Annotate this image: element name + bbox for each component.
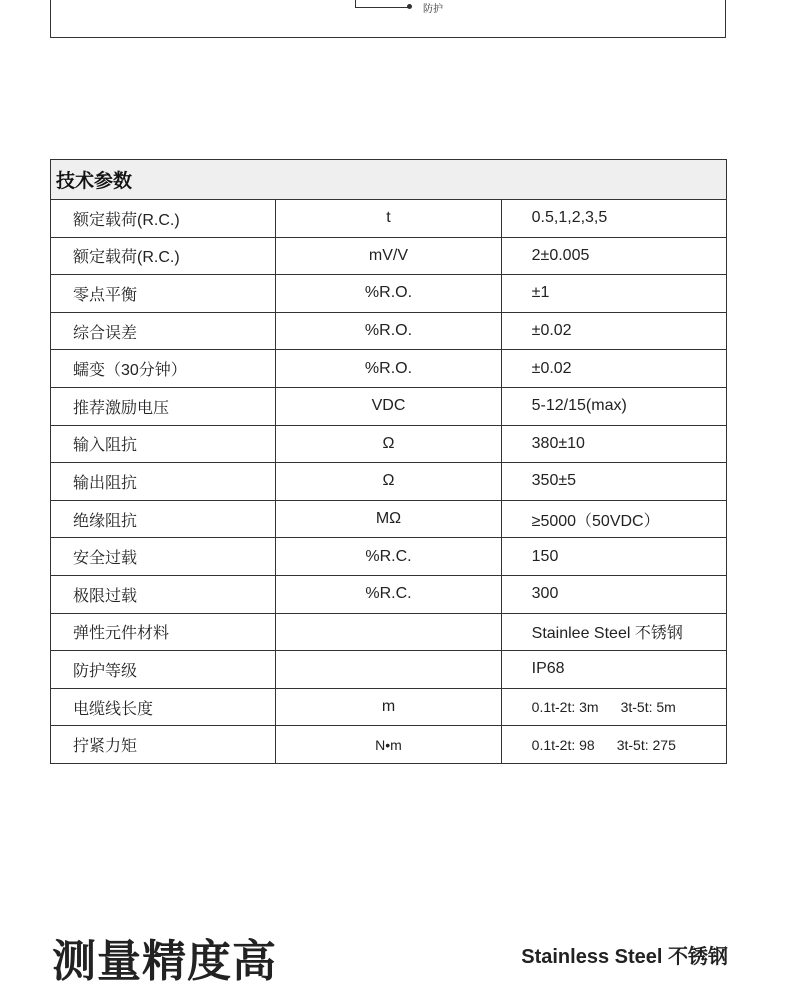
param-cell: 推荐激励电压 <box>51 387 276 425</box>
table-row <box>51 463 727 501</box>
param-cell: 电缆线长度 <box>51 688 276 726</box>
value-part: 0.1t-2t: 3m <box>531 699 599 716</box>
value-cell: 150 <box>501 538 726 576</box>
param-cell: 拧紧力矩 <box>51 726 276 764</box>
unit-cell: VDC <box>276 387 501 425</box>
spec-table-header-row <box>51 160 727 200</box>
param-cell: 防护等级 <box>51 651 276 689</box>
material-caption: Stainless Steel 不锈钢 <box>521 946 728 968</box>
param-cell: 输入阻抗 <box>51 425 276 463</box>
value-cell: 0.5,1,2,3,5 <box>501 200 726 238</box>
value-cell: ≥5000（50VDC） <box>501 500 726 538</box>
table-row <box>51 425 727 463</box>
unit-cell: %R.C. <box>276 538 501 576</box>
table-row <box>51 726 727 764</box>
param-cell: 额定载荷(R.C.) <box>51 200 276 238</box>
param-cell: 弹性元件材料 <box>51 613 276 651</box>
table-row <box>51 538 727 576</box>
unit-cell <box>276 613 501 651</box>
value-cell: ±1 <box>501 275 726 313</box>
value-cell: 2±0.005 <box>501 237 726 275</box>
unit-cell: %R.C. <box>276 575 501 613</box>
table-row <box>51 500 727 538</box>
value-cell <box>501 688 726 726</box>
table-row <box>51 350 727 388</box>
unit-cell: MΩ <box>276 500 501 538</box>
value-cell <box>501 726 726 764</box>
value-cell: 350±5 <box>501 463 726 501</box>
value-cell: ±0.02 <box>501 350 726 388</box>
param-cell: 安全过载 <box>51 538 276 576</box>
diagram-leader-line <box>355 0 408 8</box>
param-cell: 绝缘阻抗 <box>51 500 276 538</box>
leader-dot-icon <box>407 4 412 9</box>
value-cell: ±0.02 <box>501 312 726 350</box>
table-row <box>51 312 727 350</box>
unit-cell: Ω <box>276 425 501 463</box>
unit-cell <box>276 651 501 689</box>
table-row <box>51 275 727 313</box>
table-row <box>51 688 727 726</box>
unit-cell: %R.O. <box>276 275 501 313</box>
value-cell: Stainlee Steel 不锈钢 <box>501 613 726 651</box>
unit-cell: m <box>276 688 501 726</box>
table-row <box>51 613 727 651</box>
param-cell: 综合误差 <box>51 312 276 350</box>
unit-cell: %R.O. <box>276 312 501 350</box>
table-row <box>51 575 727 613</box>
param-cell: 极限过载 <box>51 575 276 613</box>
table-row <box>51 387 727 425</box>
value-cell: IP68 <box>501 651 726 689</box>
spec-table <box>50 159 727 764</box>
value-cell: 380±10 <box>501 425 726 463</box>
table-row <box>51 237 727 275</box>
param-cell: 输出阻抗 <box>51 463 276 501</box>
unit-cell: Ω <box>276 463 501 501</box>
table-row <box>51 651 727 689</box>
param-cell: 零点平衡 <box>51 275 276 313</box>
param-cell: 蠕变（30分钟） <box>51 350 276 388</box>
unit-cell: mV/V <box>276 237 501 275</box>
value-cell: 300 <box>501 575 726 613</box>
section-headline: 测量精度高 <box>52 937 277 986</box>
unit-cell: N•m <box>276 726 501 764</box>
param-cell: 额定载荷(R.C.) <box>51 237 276 275</box>
unit-cell: %R.O. <box>276 350 501 388</box>
value-part: 3t-5t: 5m <box>620 699 676 716</box>
spec-table-title: 技术参数 <box>51 160 727 200</box>
diagram-label: 防护 <box>423 4 443 15</box>
value-part: 0.1t-2t: 98 <box>531 736 595 753</box>
value-part: 3t-5t: 275 <box>616 736 676 753</box>
value-cell: 5-12/15(max) <box>501 387 726 425</box>
table-row <box>51 200 727 238</box>
unit-cell: t <box>276 200 501 238</box>
